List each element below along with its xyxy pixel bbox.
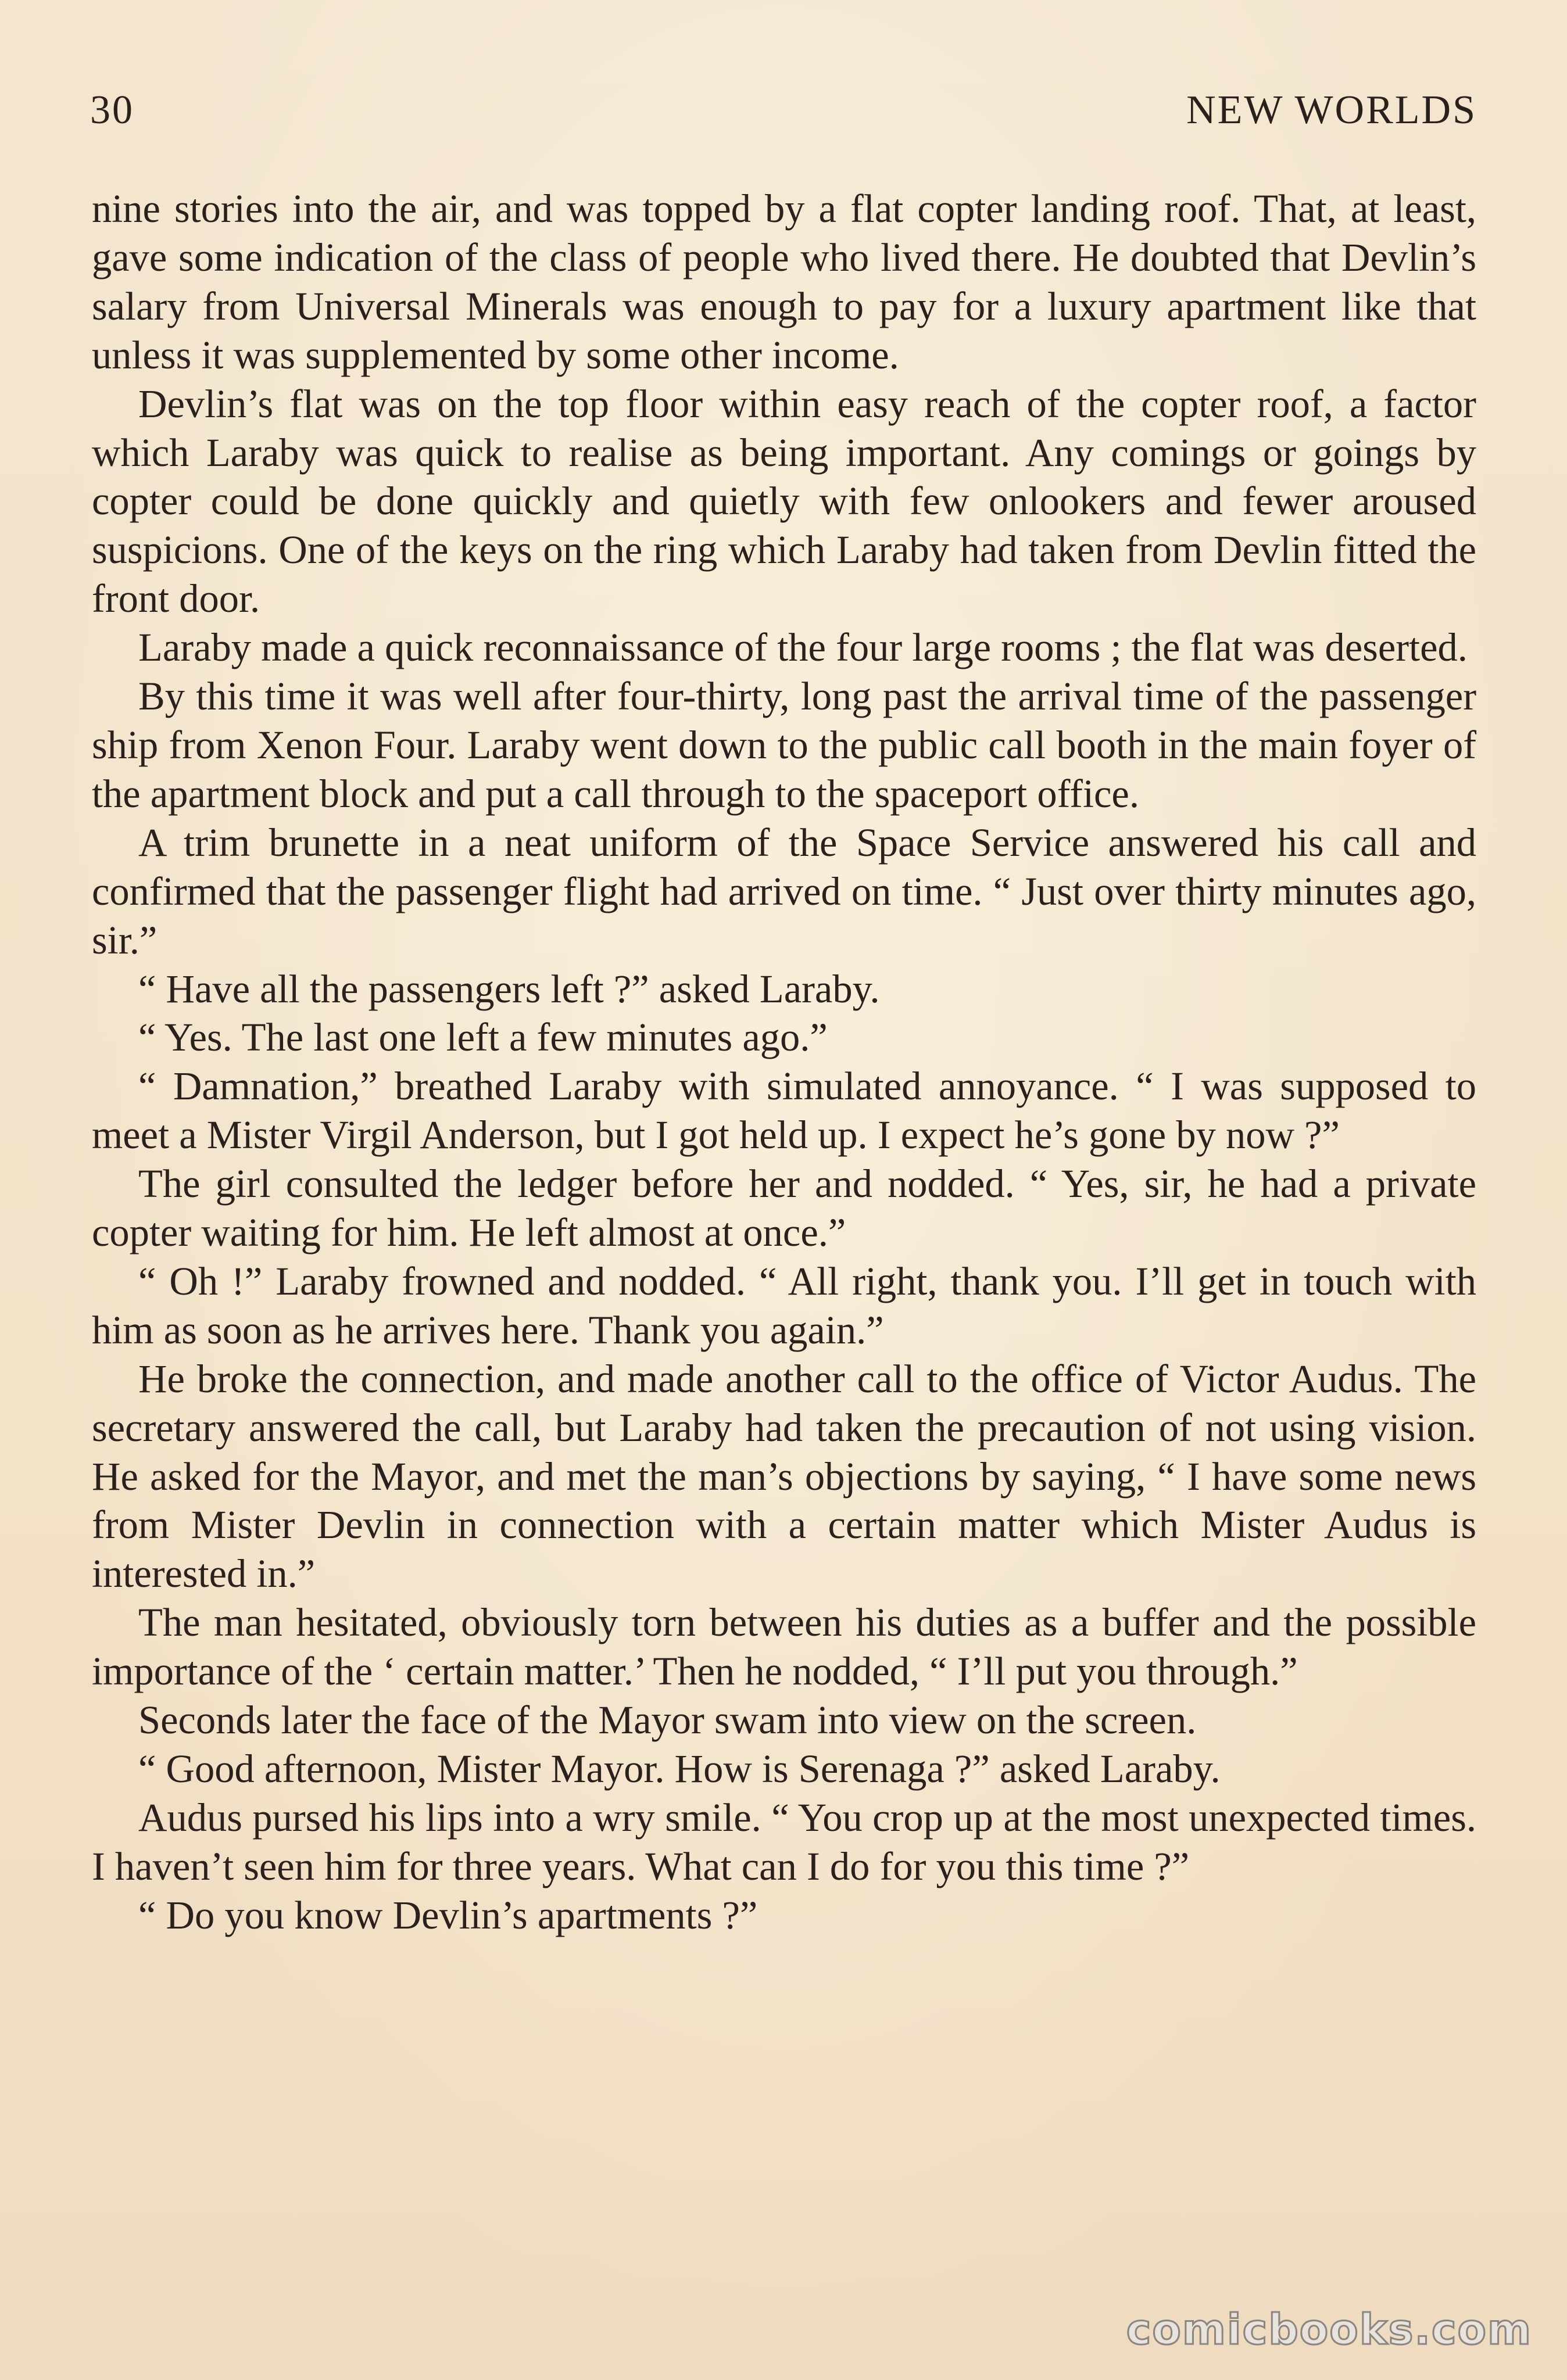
running-head: NEW WORLDS <box>1186 88 1477 132</box>
paragraph: The man hesitated, obviously torn between his duties as a buffer and the possible importance of the ‘ certain matter.’ Then he nodded, “ I’ll put you through.” <box>92 1600 1476 1694</box>
paragraph: “ Yes. The last one left a few minutes ago.” <box>138 1015 828 1060</box>
paragraph: Devlin’s flat was on the top floor within easy reach of the copter roof, a factor which Laraby was quick to realise as being important. Any comings or goings by copter could be done quickly and quietly with few onlookers and fewer aroused suspicions. One of the keys on the ring which Laraby had taken from Devlin fitted the front door. <box>92 381 1476 621</box>
paragraph: The girl consulted the ledger before her and nodded. “ Yes, sir, he had a private copter waiting for him. He left almost at once.” <box>92 1162 1476 1255</box>
paragraph: Laraby made a quick reconnaissance of the four large rooms ; the flat was deserted. <box>138 625 1468 670</box>
paragraph: “ Have all the passengers left ?” asked Laraby. <box>138 966 880 1011</box>
paragraph: Seconds later the face of the Mayor swam into view on the screen. <box>138 1698 1197 1743</box>
page-header <box>90 87 1477 145</box>
paragraph: “ Good afternoon, Mister Mayor. How is Serenaga ?” asked Laraby. <box>138 1747 1221 1791</box>
page-number: 30 <box>90 88 134 132</box>
paragraph: “ Oh !” Laraby frowned and nodded. “ All right, thank you. I’ll get in touch with him as soon as he arrives here. Thank you again.” <box>92 1259 1476 1352</box>
paragraph: A trim brunette in a neat uniform of the Space Service answered his call and confirmed that the passenger flight had arrived on time. “ Just over thirty minutes ago, sir.” <box>92 820 1476 962</box>
paragraph: “ Damnation,” breathed Laraby with simulated annoyance. “ I was supposed to meet a Mister Virgil Anderson, but I got held up. I expect he’s gone by now ?” <box>92 1064 1476 1157</box>
paragraph: Audus pursed his lips into a wry smile. “ You crop up at the most unexpected times. I haven’t seen him for three years. What can I do for you this time ?” <box>92 1795 1476 1888</box>
body-text <box>92 185 1476 1940</box>
paragraph: “ Do you know Devlin’s apartments ?” <box>138 1892 758 1937</box>
paragraph: He broke the connection, and made another call to the office of Victor Audus. The secretary answered the call, but Laraby had taken the precaution of not using vision. He asked for the Mayor, and met the man’s objections by saying, “ I have some news from Mister Devlin in connection with a certain matter which Mister Audus is interested in.” <box>92 1356 1476 1596</box>
paragraph: nine stories into the air, and was topped by a flat copter landing roof. That, at least, gave some indication of the class of people who lived there. He doubted that Devlin’s salary from Universal Minerals was enough to pay for a luxury apartment like that unless it was supplemented by some other income. <box>92 187 1476 377</box>
watermark: comicbooks.com <box>1126 2305 1532 2354</box>
paragraph: By this time it was well after four-thirty, long past the arrival time of the passenger ship from Xenon Four. Laraby went down to the public call booth in the main foyer of the apartment block and put a call through to the spaceport office. <box>92 674 1476 816</box>
